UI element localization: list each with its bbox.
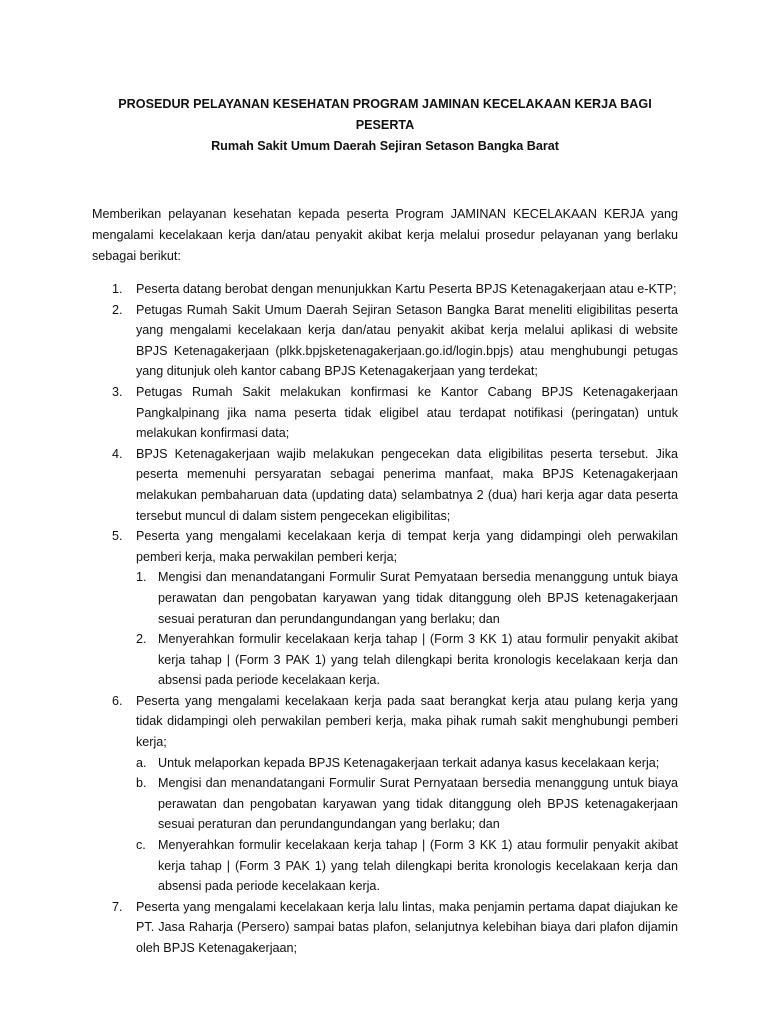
sub-list-item-text: Menyerahkan formulir kecelakaan kerja tahap | (Form 3 KK 1) atau formulir penyakit akibat kerja tahap | (Form 3 PAK 1) yang telah dilengkapi berita kronologis kecelakaan kerja dan absensi pada periode kecelakaan kerja. [158, 632, 678, 688]
sub-list-item-text: Mengisi dan menandatangani Formulir Surat Pernyataan bersedia menanggung untuk biaya perawatan dan pengobatan karyawan yang tidak ditanggung oleh BPJS ketenagakerjaan sesuai peraturan dan perundangundangan yang berlaku; dan [158, 776, 678, 832]
list-item [92, 279, 678, 300]
list-item-number: 7. [112, 899, 123, 914]
list-item-number: 5. [112, 529, 123, 544]
sub-list-item-text: Mengisi dan menandatangani Formulir Surat Pemyataan bersedia menanggung untuk biaya perawatan dan pengobatan karyawan yang tidak ditanggung oleh BPJS ketenagakerjaan sesuai peraturan dan perundangundangan yang berlaku; dan [158, 570, 678, 626]
list-item-text: Peserta datang berobat dengan menunjukkan Kartu Peserta BPJS Ketenagakerjaan atau e-KTP; [136, 282, 677, 296]
list-item-number: 6. [112, 693, 123, 708]
sub-list-item [136, 629, 678, 691]
list-item-number: 3. [112, 384, 123, 399]
list-item-text: BPJS Ketenagakerjaan wajib melakukan pengecekan data eligibilitas peserta tersebut. Jika peserta memenuhi persyaratan sebagai penerima manfaat, maka BPJS Ketenagakerjaan melakukan pembaharuan data (updating data) selambatnya 2 (dua) hari kerja agar data peserta tersebut muncul di dalam sistem pengecekan eligibilitas; [136, 446, 678, 523]
list-item-text: Peserta yang mengalami kecelakaan kerja lalu lintas, maka penjamin pertama dapat diajukan ke PT. Jasa Raharja (Persero) sampai batas plafon, selanjutnya kelebihan biaya dari plafon dijamin oleh BPJS Ketenagakerjaan; [136, 899, 678, 955]
list-item-text: Peserta yang mengalami kecelakaan kerja pada saat berangkat kerja atau pulang kerja yang tidak didampingi oleh perwakilan pemberi kerja, maka pihak rumah sakit menghubungi pemberi kerja; [136, 693, 678, 750]
document-subtitle: Rumah Sakit Umum Daerah Sejiran Setason Bangka Barat [211, 139, 559, 153]
intro-paragraph: Memberikan pelayanan kesehatan kepada peserta Program JAMINAN KECELAKAAN KERJA yang mengalami kecelakaan kerja dan/atau penyakit akibat kerja melalui prosedur pelayanan yang berlaku sebagai berikut: [92, 207, 678, 263]
list-item-number: 4. [112, 446, 123, 461]
sub-list-item [136, 753, 678, 774]
sub-list-item [136, 835, 678, 897]
sub-list [136, 753, 678, 897]
list-item [92, 382, 678, 444]
sub-list [136, 567, 678, 691]
list-item-text: Petugas Rumah Sakit melakukan konfirmasi ke Kantor Cabang BPJS Ketenagakerjaan Pangkalpinang jika nama peserta tidak eligibel atau terdapat notifikasi (peringatan) untuk melakukan konfirmasi data; [136, 384, 678, 441]
document-title: PROSEDUR PELAYANAN KESEHATAN PROGRAM JAMINAN KECELAKAAN KERJA BAGI PESERTA [118, 97, 652, 132]
list-item [92, 300, 678, 382]
list-item [92, 897, 678, 959]
sub-list-item-number: 2. [136, 632, 147, 647]
list-item [92, 444, 678, 526]
sub-list-item-letter: b. [136, 776, 147, 791]
sub-list-item-text: Untuk melaporkan kepada BPJS Ketenagakerjaan terkait adanya kasus kecelakaan kerja; [158, 755, 660, 770]
list-item-text: Petugas Rumah Sakit Umum Daerah Sejiran Setason Bangka Barat meneliti eligibilitas peserta yang mengalami kecelakaan kerja dan/atau penyakit akibat kerja melalui aplikasi di website BPJS Ketenagakerjaan (plkk.bpjsketenagakerjaan.go.id/login.bpjs) atau menghubungi petugas yang ditunjuk oleh kantor cabang BPJS Ketenagakerjaan yang terdekat; [136, 302, 678, 379]
procedure-list [92, 279, 678, 959]
sub-list-item-letter: c. [136, 838, 146, 853]
list-item [92, 691, 678, 897]
sub-list-item-number: 1. [136, 570, 147, 585]
list-item-number: 1. [112, 282, 123, 296]
list-item-text: Peserta yang mengalami kecelakaan kerja di tempat kerja yang didampingi oleh perwakilan pemberi kerja, maka perwakilan pemberi kerja; [136, 529, 678, 564]
sub-list-item [136, 773, 678, 835]
sub-list-item-letter: a. [136, 755, 147, 770]
list-item-number: 2. [112, 302, 123, 317]
list-item [92, 526, 678, 691]
sub-list-item [136, 567, 678, 629]
sub-list-item-text: Menyerahkan formulir kecelakaan kerja tahap | (Form 3 KK 1) atau formulir penyakit akibat kerja tahap | (Form 3 PAK 1) yang telah dilengkapi berita kronologis kecelakaan kerja dan absensi pada periode kecelakaan kerja. [158, 838, 678, 894]
